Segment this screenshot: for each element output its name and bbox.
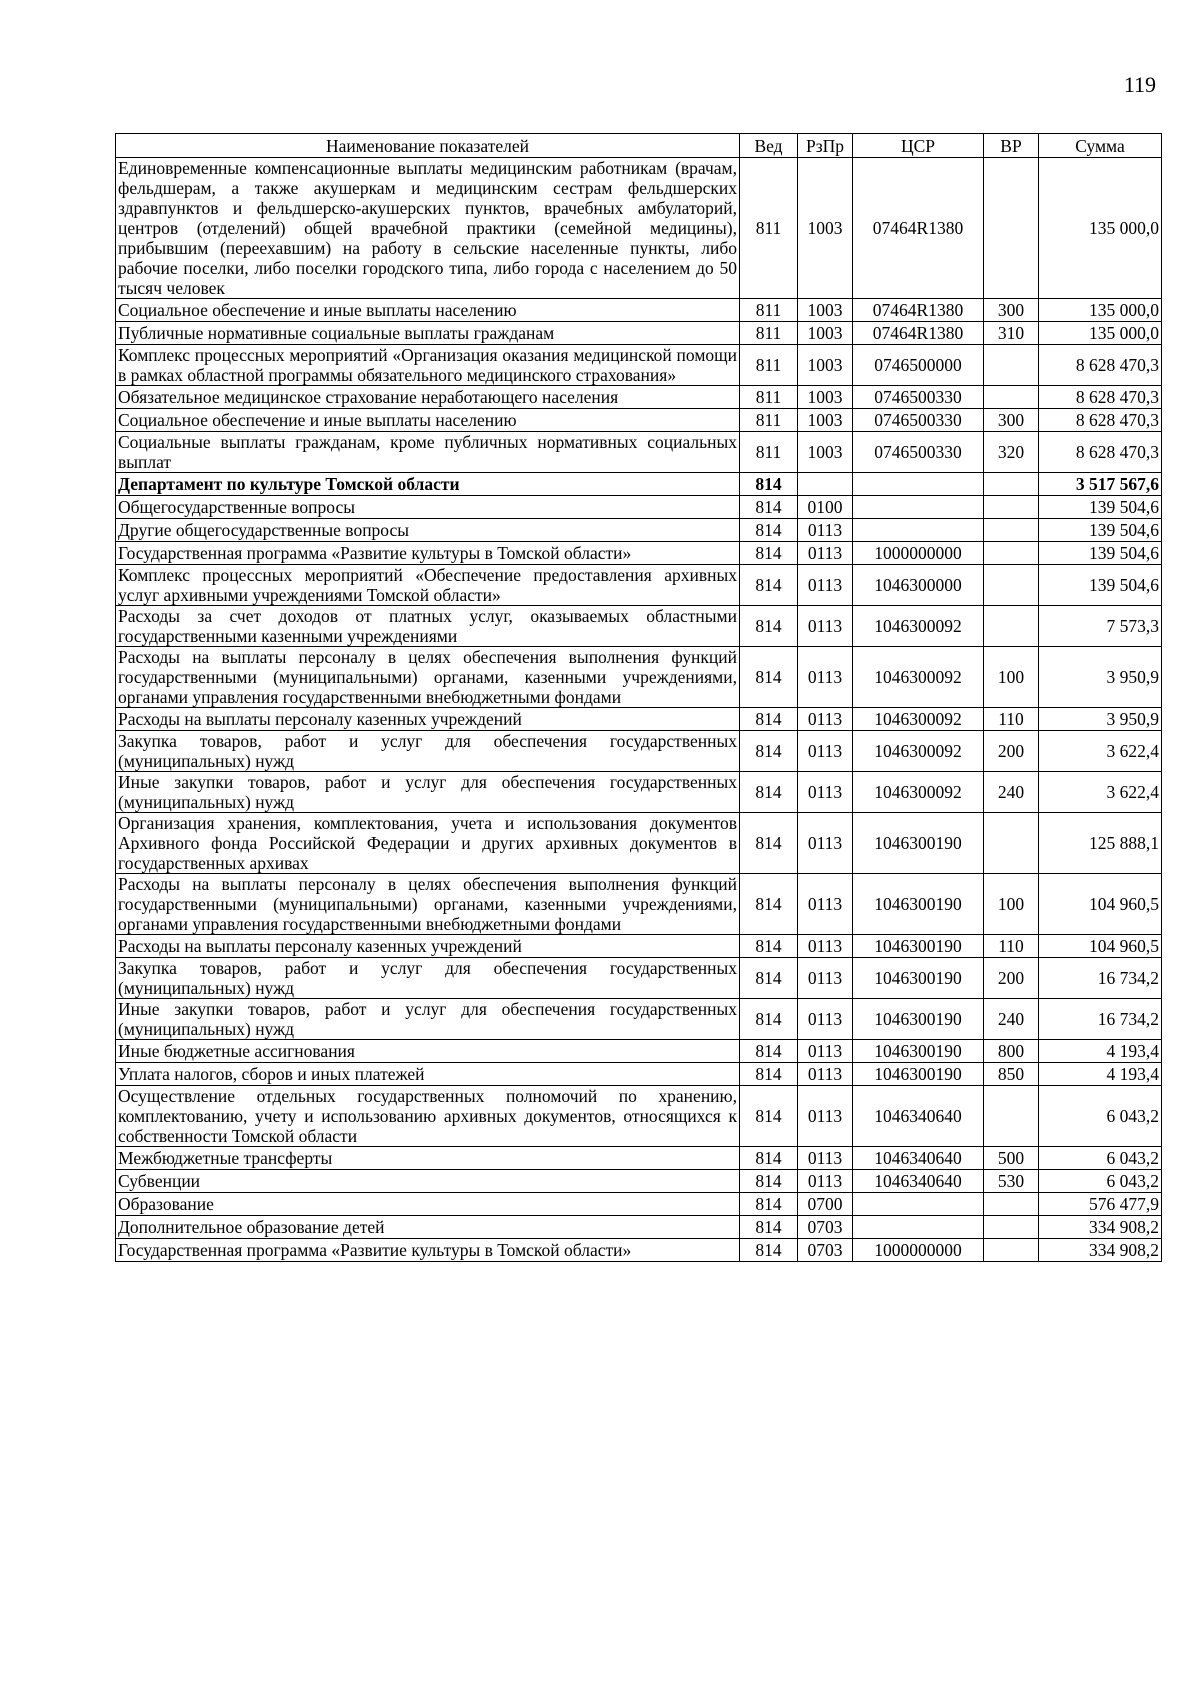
cell-sum: 6 043,2 <box>1039 1086 1162 1147</box>
cell-sum: 4 193,4 <box>1039 1040 1162 1063</box>
cell-ved: 814 <box>740 1040 798 1063</box>
cell-name: Обязательное медицинское страхование неработающего населения <box>116 386 740 409</box>
cell-csr: 1046300000 <box>853 565 984 606</box>
cell-vr: 320 <box>984 432 1039 473</box>
table-row <box>116 1170 1162 1193</box>
table-row <box>116 731 1162 772</box>
table-row <box>116 432 1162 473</box>
cell-vr: 800 <box>984 1040 1039 1063</box>
cell-rzpr: 0113 <box>798 772 853 813</box>
cell-rzpr <box>798 473 853 496</box>
cell-sum: 16 734,2 <box>1039 958 1162 999</box>
cell-ved: 814 <box>740 1063 798 1086</box>
cell-vr: 240 <box>984 772 1039 813</box>
column-header-rzpr: РзПр <box>798 134 853 158</box>
cell-sum: 8 628 470,3 <box>1039 432 1162 473</box>
cell-rzpr: 0113 <box>798 708 853 731</box>
cell-ved: 811 <box>740 386 798 409</box>
cell-rzpr: 1003 <box>798 386 853 409</box>
table-row <box>116 386 1162 409</box>
table-row <box>116 1040 1162 1063</box>
table-row <box>116 606 1162 647</box>
cell-ved: 814 <box>740 1086 798 1147</box>
cell-name: Расходы на выплаты персоналу в целях обеспечения выполнения функций государственными (муниципальными) органами, казенными учреждениями, органами управления государственными внебюджетными фондами <box>116 647 740 708</box>
table-row <box>116 708 1162 731</box>
table-row <box>116 542 1162 565</box>
cell-vr: 110 <box>984 708 1039 731</box>
cell-name: Закупка товаров, работ и услуг для обеспечения государственных (муниципальных) нужд <box>116 731 740 772</box>
cell-vr: 110 <box>984 935 1039 958</box>
table-row <box>116 496 1162 519</box>
cell-csr: 0746500330 <box>853 409 984 432</box>
table-row <box>116 935 1162 958</box>
cell-ved: 814 <box>740 606 798 647</box>
cell-name: Расходы за счет доходов от платных услуг, оказываемых областными государственными казенными учреждениями <box>116 606 740 647</box>
cell-ved: 814 <box>740 647 798 708</box>
cell-sum: 139 504,6 <box>1039 542 1162 565</box>
cell-ved: 814 <box>740 542 798 565</box>
table-row <box>116 1193 1162 1216</box>
cell-vr: 500 <box>984 1147 1039 1170</box>
cell-name: Департамент по культуре Томской области <box>116 473 740 496</box>
cell-ved: 814 <box>740 1239 798 1262</box>
cell-csr: 1046300092 <box>853 731 984 772</box>
table-row <box>116 299 1162 322</box>
cell-sum: 139 504,6 <box>1039 565 1162 606</box>
cell-ved: 811 <box>740 432 798 473</box>
cell-ved: 814 <box>740 1170 798 1193</box>
cell-csr: 1046300190 <box>853 813 984 874</box>
cell-csr: 07464R1380 <box>853 158 984 299</box>
cell-vr: 310 <box>984 322 1039 345</box>
cell-ved: 814 <box>740 958 798 999</box>
cell-name: Организация хранения, комплектования, учета и использования документов Архивного фонда Российской Федерации и других архивных документов в государственных архивах <box>116 813 740 874</box>
cell-csr <box>853 1193 984 1216</box>
cell-csr: 1046300190 <box>853 958 984 999</box>
cell-sum: 4 193,4 <box>1039 1063 1162 1086</box>
table-row <box>116 1086 1162 1147</box>
table-row <box>116 565 1162 606</box>
cell-sum: 334 908,2 <box>1039 1216 1162 1239</box>
cell-vr <box>984 386 1039 409</box>
cell-name: Уплата налогов, сборов и иных платежей <box>116 1063 740 1086</box>
cell-vr <box>984 606 1039 647</box>
cell-name: Дополнительное образование детей <box>116 1216 740 1239</box>
cell-sum: 6 043,2 <box>1039 1147 1162 1170</box>
cell-sum: 8 628 470,3 <box>1039 386 1162 409</box>
cell-ved: 814 <box>740 496 798 519</box>
cell-rzpr: 0113 <box>798 606 853 647</box>
cell-rzpr: 1003 <box>798 345 853 386</box>
cell-rzpr: 0113 <box>798 1170 853 1193</box>
cell-rzpr: 0703 <box>798 1239 853 1262</box>
cell-name: Иные закупки товаров, работ и услуг для обеспечения государственных (муниципальных) нужд <box>116 772 740 813</box>
cell-ved: 811 <box>740 409 798 432</box>
cell-sum: 135 000,0 <box>1039 299 1162 322</box>
cell-sum: 104 960,5 <box>1039 874 1162 935</box>
cell-csr: 1046300092 <box>853 708 984 731</box>
cell-name: Единовременные компенсационные выплаты медицинским работникам (врачам, фельдшерам, а также акушеркам и медицинским сестрам фельдшерских здравпунктов и фельдшерско-акушерских пунктов, врачебных амбулаторий, центров (отделений) общей врачебной практики (семейной медицины), прибывшим (переехавшим) на работу в сельские населенные пункты, либо рабочие поселки, либо поселки городского типа, либо города с населением до 50 тысяч человек <box>116 158 740 299</box>
cell-name: Межбюджетные трансферты <box>116 1147 740 1170</box>
cell-sum: 8 628 470,3 <box>1039 345 1162 386</box>
column-header-sum: Сумма <box>1039 134 1162 158</box>
cell-csr: 1046340640 <box>853 1147 984 1170</box>
table-row <box>116 874 1162 935</box>
cell-csr: 0746500330 <box>853 386 984 409</box>
cell-csr: 1046300092 <box>853 772 984 813</box>
cell-csr: 1046300190 <box>853 935 984 958</box>
cell-csr: 07464R1380 <box>853 322 984 345</box>
cell-ved: 814 <box>740 813 798 874</box>
table-row <box>116 813 1162 874</box>
cell-name: Субвенции <box>116 1170 740 1193</box>
cell-csr: 1046300190 <box>853 874 984 935</box>
cell-sum: 3 622,4 <box>1039 772 1162 813</box>
cell-vr <box>984 1216 1039 1239</box>
cell-ved: 814 <box>740 565 798 606</box>
table-header-row <box>116 134 1162 158</box>
cell-vr: 240 <box>984 999 1039 1040</box>
cell-rzpr: 0113 <box>798 1086 853 1147</box>
cell-name: Комплекс процессных мероприятий «Обеспечение предоставления архивных услуг архивными учреждениями Томской области» <box>116 565 740 606</box>
cell-vr <box>984 1086 1039 1147</box>
cell-sum: 3 622,4 <box>1039 731 1162 772</box>
cell-sum: 3 950,9 <box>1039 708 1162 731</box>
cell-sum: 135 000,0 <box>1039 158 1162 299</box>
cell-sum: 3 517 567,6 <box>1039 473 1162 496</box>
cell-sum: 125 888,1 <box>1039 813 1162 874</box>
table-row <box>116 647 1162 708</box>
cell-sum: 16 734,2 <box>1039 999 1162 1040</box>
cell-sum: 8 628 470,3 <box>1039 409 1162 432</box>
cell-rzpr: 0113 <box>798 813 853 874</box>
cell-sum: 576 477,9 <box>1039 1193 1162 1216</box>
cell-sum: 7 573,3 <box>1039 606 1162 647</box>
cell-vr: 530 <box>984 1170 1039 1193</box>
cell-vr: 100 <box>984 874 1039 935</box>
cell-vr <box>984 519 1039 542</box>
cell-rzpr: 1003 <box>798 409 853 432</box>
cell-csr <box>853 1216 984 1239</box>
cell-rzpr: 0113 <box>798 874 853 935</box>
cell-rzpr: 1003 <box>798 432 853 473</box>
cell-csr: 1046340640 <box>853 1170 984 1193</box>
table-row <box>116 519 1162 542</box>
cell-vr <box>984 345 1039 386</box>
column-header-csr: ЦСР <box>853 134 984 158</box>
cell-ved: 814 <box>740 1147 798 1170</box>
cell-csr <box>853 519 984 542</box>
cell-csr: 1000000000 <box>853 1239 984 1262</box>
cell-sum: 104 960,5 <box>1039 935 1162 958</box>
cell-csr <box>853 473 984 496</box>
cell-csr: 07464R1380 <box>853 299 984 322</box>
cell-ved: 814 <box>740 708 798 731</box>
cell-rzpr: 0113 <box>798 519 853 542</box>
cell-rzpr: 0113 <box>798 1063 853 1086</box>
cell-rzpr: 0113 <box>798 542 853 565</box>
cell-vr: 300 <box>984 299 1039 322</box>
table-row <box>116 409 1162 432</box>
cell-vr <box>984 1193 1039 1216</box>
table-row <box>116 473 1162 496</box>
cell-csr: 1000000000 <box>853 542 984 565</box>
page-number: 119 <box>1123 72 1156 97</box>
table-row <box>116 345 1162 386</box>
cell-name: Государственная программа «Развитие культуры в Томской области» <box>116 1239 740 1262</box>
cell-sum: 139 504,6 <box>1039 519 1162 542</box>
cell-name: Социальное обеспечение и иные выплаты населению <box>116 409 740 432</box>
cell-ved: 814 <box>740 731 798 772</box>
cell-vr: 200 <box>984 731 1039 772</box>
cell-ved: 811 <box>740 299 798 322</box>
cell-vr: 200 <box>984 958 1039 999</box>
table-row <box>116 322 1162 345</box>
cell-name: Государственная программа «Развитие культуры в Томской области» <box>116 542 740 565</box>
cell-csr: 1046340640 <box>853 1086 984 1147</box>
cell-ved: 811 <box>740 158 798 299</box>
cell-csr: 1046300190 <box>853 1040 984 1063</box>
cell-rzpr: 0100 <box>798 496 853 519</box>
cell-csr: 0746500330 <box>853 432 984 473</box>
cell-name: Другие общегосударственные вопросы <box>116 519 740 542</box>
table-row <box>116 1147 1162 1170</box>
cell-sum: 3 950,9 <box>1039 647 1162 708</box>
cell-rzpr: 0113 <box>798 1147 853 1170</box>
cell-csr: 1046300190 <box>853 999 984 1040</box>
cell-rzpr: 1003 <box>798 158 853 299</box>
cell-name: Социальное обеспечение и иные выплаты населению <box>116 299 740 322</box>
table-row <box>116 1216 1162 1239</box>
cell-vr <box>984 496 1039 519</box>
cell-csr: 1046300190 <box>853 1063 984 1086</box>
cell-vr: 850 <box>984 1063 1039 1086</box>
table-row <box>116 1063 1162 1086</box>
cell-csr: 1046300092 <box>853 606 984 647</box>
cell-rzpr: 0113 <box>798 935 853 958</box>
cell-sum: 334 908,2 <box>1039 1239 1162 1262</box>
cell-vr: 300 <box>984 409 1039 432</box>
cell-name: Закупка товаров, работ и услуг для обеспечения государственных (муниципальных) нужд <box>116 958 740 999</box>
cell-name: Расходы на выплаты персоналу казенных учреждений <box>116 935 740 958</box>
cell-rzpr: 1003 <box>798 299 853 322</box>
table-body <box>116 158 1162 1262</box>
cell-name: Комплекс процессных мероприятий «Организация оказания медицинской помощи в рамках областной программы обязательного медицинского страхования» <box>116 345 740 386</box>
cell-name: Расходы на выплаты персоналу в целях обеспечения выполнения функций государственными (муниципальными) органами, казенными учреждениями, органами управления государственными внебюджетными фондами <box>116 874 740 935</box>
cell-rzpr: 0703 <box>798 1216 853 1239</box>
cell-name: Общегосударственные вопросы <box>116 496 740 519</box>
cell-rzpr: 0113 <box>798 999 853 1040</box>
cell-ved: 814 <box>740 935 798 958</box>
cell-name: Расходы на выплаты персоналу казенных учреждений <box>116 708 740 731</box>
cell-name: Иные бюджетные ассигнования <box>116 1040 740 1063</box>
cell-sum: 135 000,0 <box>1039 322 1162 345</box>
cell-vr: 100 <box>984 647 1039 708</box>
column-header-ved: Вед <box>740 134 798 158</box>
cell-ved: 811 <box>740 345 798 386</box>
cell-name: Социальные выплаты гражданам, кроме публичных нормативных социальных выплат <box>116 432 740 473</box>
cell-ved: 814 <box>740 519 798 542</box>
cell-sum: 6 043,2 <box>1039 1170 1162 1193</box>
cell-rzpr: 0113 <box>798 565 853 606</box>
budget-table <box>115 133 1162 1262</box>
cell-ved: 811 <box>740 322 798 345</box>
column-header-vr: ВР <box>984 134 1039 158</box>
table-row <box>116 772 1162 813</box>
cell-vr <box>984 1239 1039 1262</box>
cell-ved: 814 <box>740 999 798 1040</box>
cell-rzpr: 0113 <box>798 731 853 772</box>
cell-ved: 814 <box>740 473 798 496</box>
cell-csr: 1046300092 <box>853 647 984 708</box>
cell-csr: 0746500000 <box>853 345 984 386</box>
cell-rzpr: 0700 <box>798 1193 853 1216</box>
cell-rzpr: 0113 <box>798 647 853 708</box>
cell-name: Осуществление отдельных государственных полномочий по хранению, комплектованию, учету и использованию архивных документов, относящихся к собственности Томской области <box>116 1086 740 1147</box>
table-row <box>116 158 1162 299</box>
cell-ved: 814 <box>740 772 798 813</box>
cell-ved: 814 <box>740 1216 798 1239</box>
cell-rzpr: 1003 <box>798 322 853 345</box>
cell-ved: 814 <box>740 874 798 935</box>
cell-vr <box>984 473 1039 496</box>
cell-csr <box>853 496 984 519</box>
table-row <box>116 1239 1162 1262</box>
column-header-name: Наименование показателей <box>116 134 740 158</box>
cell-rzpr: 0113 <box>798 1040 853 1063</box>
cell-vr <box>984 565 1039 606</box>
cell-name: Публичные нормативные социальные выплаты гражданам <box>116 322 740 345</box>
cell-vr <box>984 542 1039 565</box>
table-row <box>116 999 1162 1040</box>
cell-vr <box>984 158 1039 299</box>
cell-rzpr: 0113 <box>798 958 853 999</box>
cell-ved: 814 <box>740 1193 798 1216</box>
cell-name: Иные закупки товаров, работ и услуг для обеспечения государственных (муниципальных) нужд <box>116 999 740 1040</box>
table-row <box>116 958 1162 999</box>
cell-name: Образование <box>116 1193 740 1216</box>
cell-sum: 139 504,6 <box>1039 496 1162 519</box>
cell-vr <box>984 813 1039 874</box>
